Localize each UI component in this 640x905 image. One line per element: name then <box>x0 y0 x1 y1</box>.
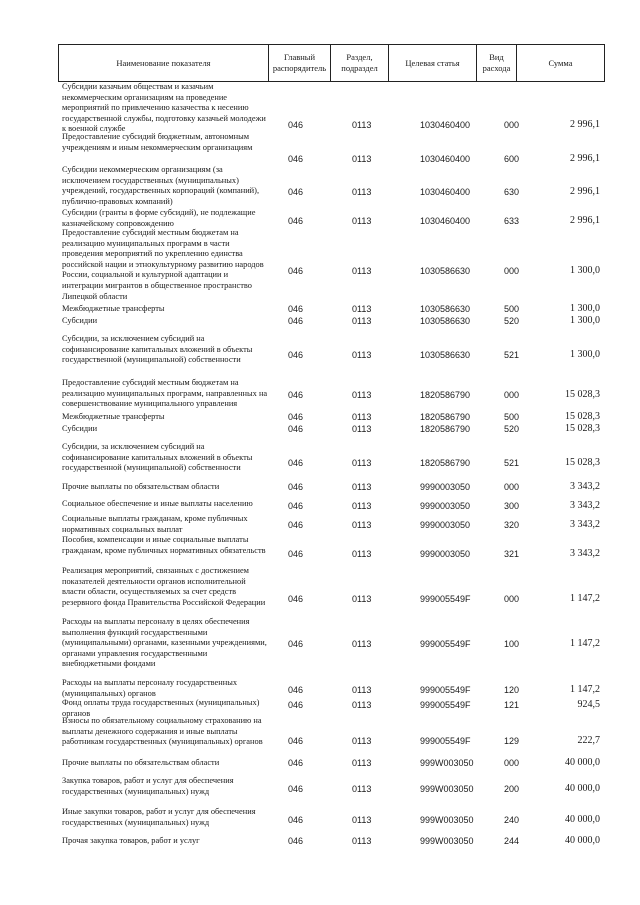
row-section: 0113 <box>352 700 372 710</box>
row-name: Расходы на выплаты персоналу в целях обеспечения выполнения функций государственными (муниципальными) органами, казенными учреждениями, органами управления государственными внебюджетными фондами <box>62 617 267 669</box>
row-target: 1030460400 <box>420 187 471 197</box>
row-admin: 046 <box>288 784 304 794</box>
row-type: 000 <box>504 482 520 492</box>
row-name: Пособия, компенсации и иные социальные выплаты гражданам, кроме публичных нормативных обязательств <box>62 535 266 555</box>
row-sum: 2 996,1 <box>570 153 600 164</box>
row-type: 521 <box>504 458 520 468</box>
row-target: 1030586630 <box>420 316 471 326</box>
row-section: 0113 <box>352 458 372 468</box>
row-admin: 046 <box>288 700 304 710</box>
row-name: Субсидии, за исключением субсидий на софинансирование капитальных вложений в объекты государственной (муниципальной) собственности <box>62 442 253 473</box>
row-name: Расходы на выплаты персоналу государственных (муниципальных) органов <box>62 678 238 698</box>
row-admin: 046 <box>288 482 304 492</box>
row-name: Субсидии, за исключением субсидий на софинансирование капитальных вложений в объекты государственной (муниципальной) собственности <box>62 334 253 365</box>
row-admin: 046 <box>288 836 304 846</box>
row-name: Реализация мероприятий, связанных с достижением показателей деятельности органов исполнительной власти области, осуществляемых за счет средств резервного фонда Правительства Российской Федерации <box>62 566 266 607</box>
row-section: 0113 <box>352 815 372 825</box>
row-sum: 40 000,0 <box>565 835 600 846</box>
row-name: Предоставление субсидий местным бюджетам на реализацию муниципальных программ, направленных на совершенствование муниципального управления <box>62 378 268 409</box>
row-sum: 40 000,0 <box>565 757 600 768</box>
row-sum: 40 000,0 <box>565 783 600 794</box>
row-admin: 046 <box>288 424 304 434</box>
row-target: 9990003050 <box>420 482 471 492</box>
row-type: 300 <box>504 501 520 511</box>
row-target: 9990003050 <box>420 501 471 511</box>
row-sum: 2 996,1 <box>570 119 600 130</box>
row-name: Социальные выплаты гражданам, кроме публичных нормативных социальных выплат <box>62 514 248 534</box>
row-section: 0113 <box>352 350 372 360</box>
row-target: 999005549F <box>420 594 471 604</box>
row-target: 1820586790 <box>420 424 471 434</box>
row-sum: 15 028,3 <box>565 423 600 434</box>
row-type: 520 <box>504 316 520 326</box>
row-type: 120 <box>504 685 520 695</box>
row-admin: 046 <box>288 639 304 649</box>
row-type: 321 <box>504 549 520 559</box>
row-section: 0113 <box>352 836 372 846</box>
row-section: 0113 <box>352 549 372 559</box>
row-name: Предоставление субсидий местным бюджетам на реализацию муниципальных программ в части проведения мероприятий по укреплению единства российской нации и этнокультурному развитию народов России, социальной и культурной адаптации и интеграции мигрантов в общественное пространство Липецкой области <box>62 228 264 301</box>
row-target: 999W003050 <box>420 815 474 825</box>
row-type: 520 <box>504 424 520 434</box>
row-sum: 1 300,0 <box>570 315 600 326</box>
row-section: 0113 <box>352 154 372 164</box>
row-section: 0113 <box>352 316 372 326</box>
row-target: 999W003050 <box>420 836 474 846</box>
row-name: Межбюджетные трансферты <box>62 412 165 421</box>
row-type: 121 <box>504 700 520 710</box>
row-type: 000 <box>504 266 520 276</box>
row-type: 521 <box>504 350 520 360</box>
row-section: 0113 <box>352 424 372 434</box>
row-sum: 15 028,3 <box>565 389 600 400</box>
row-admin: 046 <box>288 412 304 422</box>
row-section: 0113 <box>352 216 372 226</box>
row-admin: 046 <box>288 350 304 360</box>
row-section: 0113 <box>352 187 372 197</box>
row-type: 000 <box>504 120 520 130</box>
row-admin: 046 <box>288 594 304 604</box>
row-admin: 046 <box>288 304 304 314</box>
row-admin: 046 <box>288 736 304 746</box>
row-target: 999005549F <box>420 736 471 746</box>
row-admin: 046 <box>288 501 304 511</box>
row-name: Социальное обеспечение и иные выплаты населению <box>62 499 253 508</box>
row-target: 999005549F <box>420 639 471 649</box>
row-sum: 1 147,2 <box>570 638 600 649</box>
row-section: 0113 <box>352 120 372 130</box>
header-admin: Главный распорядитель <box>269 45 331 82</box>
row-target: 1030460400 <box>420 120 471 130</box>
row-type: 200 <box>504 784 520 794</box>
row-admin: 046 <box>288 758 304 768</box>
row-sum: 15 028,3 <box>565 457 600 468</box>
row-admin: 046 <box>288 458 304 468</box>
row-sum: 1 147,2 <box>570 593 600 604</box>
row-section: 0113 <box>352 266 372 276</box>
row-name: Взносы по обязательному социальному страхованию на выплаты денежного содержания и иные выплаты работникам государственных (муниципальных) органов <box>62 716 263 747</box>
row-name: Предоставление субсидий бюджетным, автономным учреждениям и иным некоммерческим организациям <box>62 132 253 152</box>
row-admin: 046 <box>288 685 304 695</box>
header-sum: Сумма <box>517 45 605 82</box>
row-target: 1030586630 <box>420 350 471 360</box>
row-section: 0113 <box>352 594 372 604</box>
row-sum: 1 147,2 <box>570 684 600 695</box>
row-admin: 046 <box>288 120 304 130</box>
row-name: Межбюджетные трансферты <box>62 304 165 313</box>
header-section: Раздел, подраздел <box>331 45 389 82</box>
row-name: Субсидии некоммерческим организациям (за исключением государственных (муниципальных) учреждений, государственных корпораций (компаний), публично-правовых компаний) <box>62 165 260 206</box>
row-admin: 046 <box>288 187 304 197</box>
row-target: 999W003050 <box>420 758 474 768</box>
row-target: 1030460400 <box>420 216 471 226</box>
row-name: Субсидии <box>62 424 98 433</box>
row-sum: 15 028,3 <box>565 411 600 422</box>
row-section: 0113 <box>352 685 372 695</box>
row-target: 999005549F <box>420 685 471 695</box>
row-type: 000 <box>504 594 520 604</box>
row-type: 500 <box>504 304 520 314</box>
row-target: 9990003050 <box>420 520 471 530</box>
row-section: 0113 <box>352 736 372 746</box>
row-name: Закупка товаров, работ и услуг для обеспечения государственных (муниципальных) нужд <box>62 776 234 796</box>
row-type: 240 <box>504 815 520 825</box>
row-admin: 046 <box>288 815 304 825</box>
row-type: 633 <box>504 216 520 226</box>
row-name: Фонд оплаты труда государственных (муниципальных) органов <box>62 698 260 718</box>
row-admin: 046 <box>288 266 304 276</box>
row-sum: 1 300,0 <box>570 265 600 276</box>
row-section: 0113 <box>352 304 372 314</box>
row-target: 1820586790 <box>420 412 471 422</box>
row-section: 0113 <box>352 639 372 649</box>
row-type: 244 <box>504 836 520 846</box>
row-name: Прочие выплаты по обязательствам области <box>62 482 220 491</box>
row-admin: 046 <box>288 520 304 530</box>
row-sum: 924,5 <box>577 699 600 710</box>
row-sum: 2 996,1 <box>570 186 600 197</box>
row-sum: 3 343,2 <box>570 548 600 559</box>
header-name: Наименование показателя <box>59 45 269 82</box>
row-name: Прочая закупка товаров, работ и услуг <box>62 836 200 845</box>
row-admin: 046 <box>288 216 304 226</box>
header-type: Вид расхода <box>477 45 517 82</box>
row-sum: 3 343,2 <box>570 519 600 530</box>
header-target: Целевая статья <box>389 45 477 82</box>
row-target: 1820586790 <box>420 390 471 400</box>
row-section: 0113 <box>352 784 372 794</box>
row-admin: 046 <box>288 549 304 559</box>
row-target: 1030586630 <box>420 266 471 276</box>
row-type: 129 <box>504 736 520 746</box>
row-name: Субсидии (гранты в форме субсидий), не подлежащие казначейскому сопровождению <box>62 208 256 228</box>
row-type: 500 <box>504 412 520 422</box>
row-sum: 1 300,0 <box>570 303 600 314</box>
row-name: Прочие выплаты по обязательствам области <box>62 758 220 767</box>
row-type: 320 <box>504 520 520 530</box>
row-section: 0113 <box>352 390 372 400</box>
row-sum: 40 000,0 <box>565 814 600 825</box>
row-type: 000 <box>504 390 520 400</box>
row-target: 1820586790 <box>420 458 471 468</box>
row-section: 0113 <box>352 482 372 492</box>
row-section: 0113 <box>352 412 372 422</box>
row-type: 000 <box>504 758 520 768</box>
row-section: 0113 <box>352 520 372 530</box>
row-target: 1030460400 <box>420 154 471 164</box>
row-sum: 2 996,1 <box>570 215 600 226</box>
row-section: 0113 <box>352 501 372 511</box>
row-sum: 3 343,2 <box>570 500 600 511</box>
row-admin: 046 <box>288 316 304 326</box>
row-name: Субсидии казачьим обществам и казачьим некоммерческим организациям на проведение мероприятий по привлечению казачества к несению государственной службы, подготовку казачьей молодежи к военной службе <box>62 82 266 134</box>
row-sum: 222,7 <box>577 735 600 746</box>
row-type: 100 <box>504 639 520 649</box>
row-sum: 3 343,2 <box>570 481 600 492</box>
row-admin: 046 <box>288 154 304 164</box>
row-target: 999005549F <box>420 700 471 710</box>
row-admin: 046 <box>288 390 304 400</box>
table-header <box>58 44 605 82</box>
row-sum: 1 300,0 <box>570 349 600 360</box>
row-type: 630 <box>504 187 520 197</box>
row-target: 1030586630 <box>420 304 471 314</box>
row-section: 0113 <box>352 758 372 768</box>
row-target: 999W003050 <box>420 784 474 794</box>
row-target: 9990003050 <box>420 549 471 559</box>
row-type: 600 <box>504 154 520 164</box>
row-name: Иные закупки товаров, работ и услуг для обеспечения государственных (муниципальных) нужд <box>62 807 256 827</box>
row-name: Субсидии <box>62 316 98 325</box>
